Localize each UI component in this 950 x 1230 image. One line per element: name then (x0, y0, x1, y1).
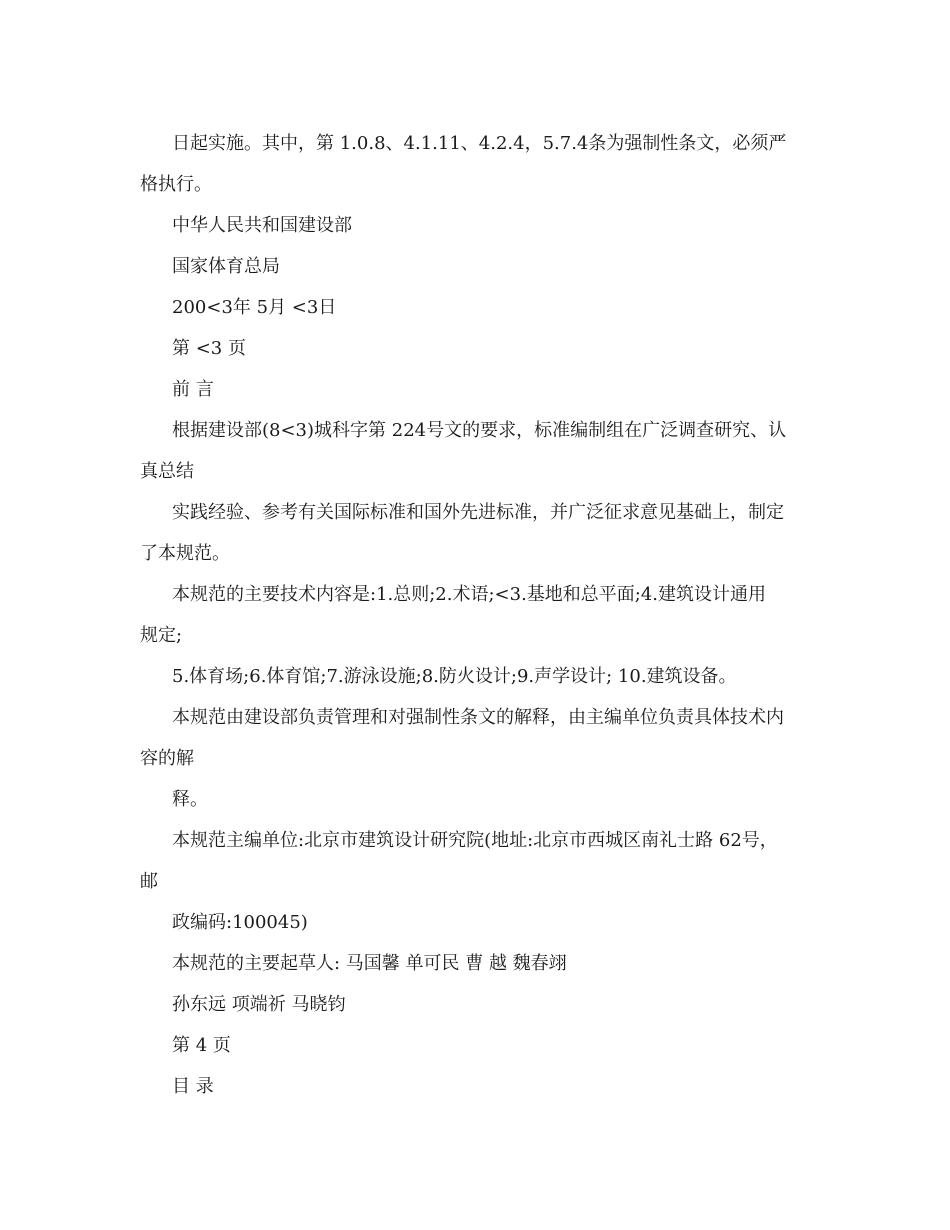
text-line: 政编码:100045) (172, 912, 308, 933)
text-line: 邮 (140, 871, 158, 892)
text-line: 国家体育总局 (172, 256, 280, 277)
text-line: 日起实施。其中，第 1.0.8、4.1.11、4.2.4，5.7.4条为强制性条文，必须严 (172, 133, 787, 154)
text-line: 根据建设部(8<3)城科字第 224号文的要求，标准编制组在广泛调查研究、认 (172, 420, 787, 441)
page-number: 第 4 页 (172, 1035, 231, 1056)
text-line: 了本规范。 (140, 543, 230, 564)
date-line: 200<3年 5月 <3日 (172, 297, 337, 318)
text-line: 真总结 (140, 461, 194, 482)
section-heading: 前 言 (172, 379, 214, 400)
text-line: 释。 (172, 789, 208, 810)
text-line: 本规范由建设部负责管理和对强制性条文的解释，由主编单位负责具体技术内 (172, 707, 784, 728)
text-line: 5.体育场;6.体育馆;7.游泳设施;8.防火设计;9.声学设计; 10.建筑设备。 (172, 666, 737, 687)
page-number: 第 <3 页 (172, 338, 246, 359)
text-line: 本规范的主要技术内容是:1.总则;2.术语;<3.基地和总平面;4.建筑设计通用 (172, 584, 767, 605)
text-line: 容的解 (140, 748, 194, 769)
text-line: 规定; (140, 625, 183, 646)
text-line: 本规范主编单位:北京市建筑设计研究院(地址:北京市西城区南礼士路 62号， (172, 830, 778, 851)
text-line: 实践经验、参考有关国际标准和国外先进标准，并广泛征求意见基础上，制定 (172, 502, 784, 523)
text-line: 格执行。 (140, 174, 212, 195)
text-line: 孙东远 项端祈 马晓钧 (172, 994, 346, 1015)
section-heading: 目 录 (172, 1076, 214, 1097)
text-line: 中华人民共和国建设部 (172, 215, 352, 236)
text-line: 本规范的主要起草人: 马国馨 单可民 曹 越 魏春翊 (172, 953, 567, 974)
